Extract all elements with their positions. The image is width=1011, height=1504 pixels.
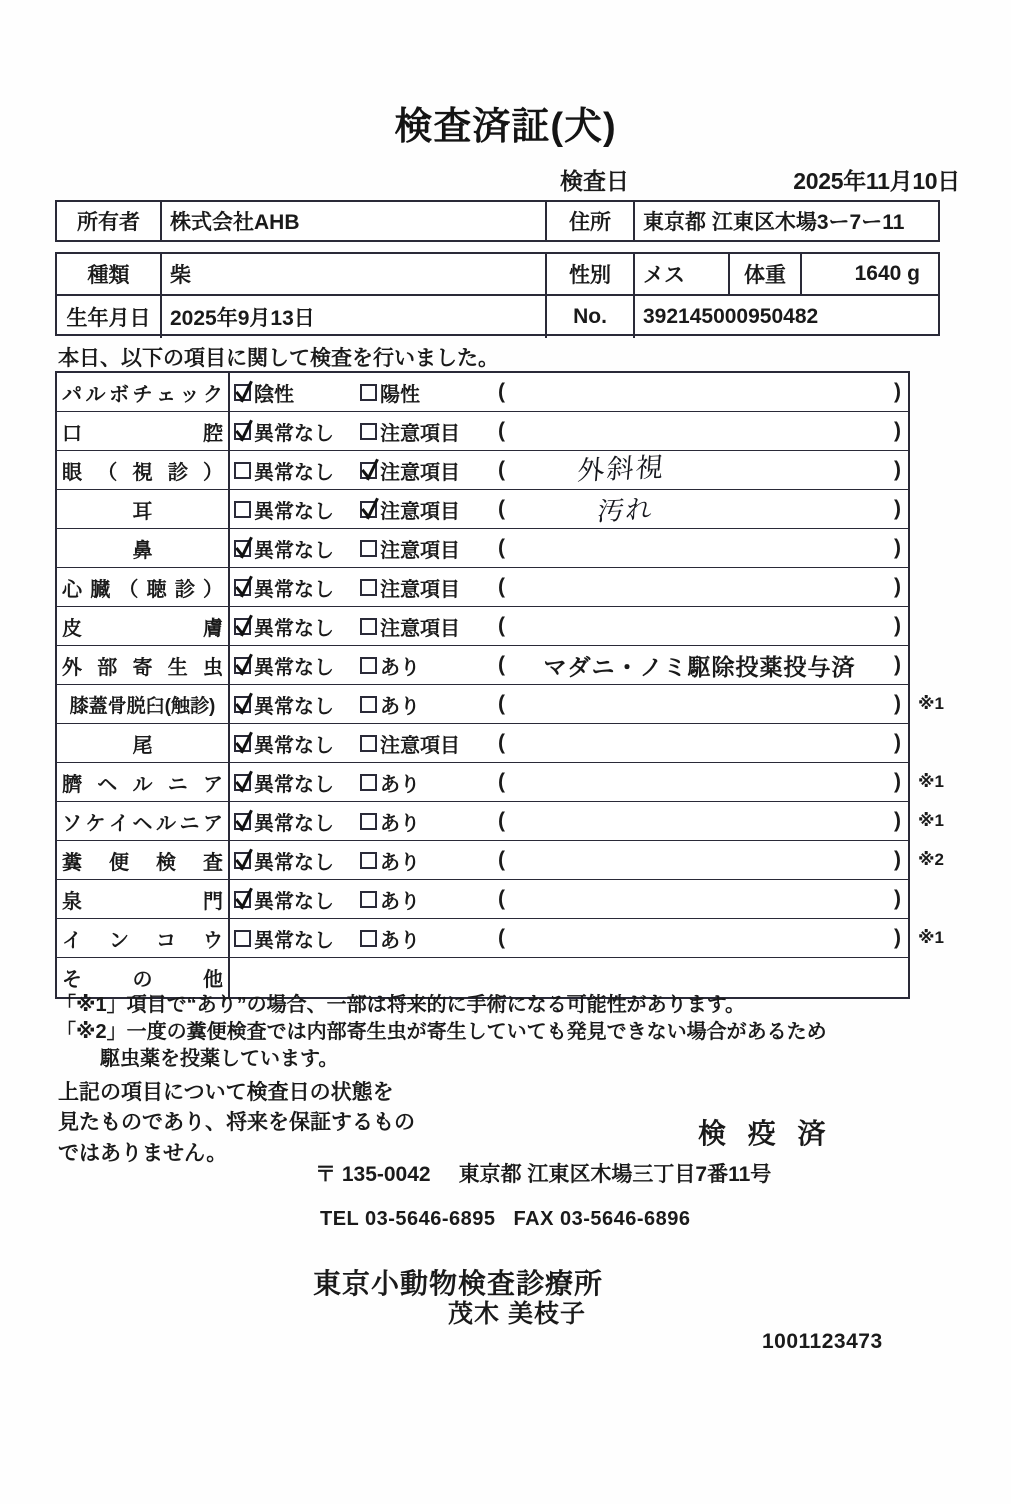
reference-marker: ※1 xyxy=(918,811,944,830)
checkbox-b-unchecked[interactable] xyxy=(360,696,377,713)
table-row xyxy=(57,490,908,529)
table-row xyxy=(57,919,908,958)
checkbox-b-unchecked[interactable] xyxy=(360,579,377,596)
table-row xyxy=(57,296,938,338)
paren-close: ) xyxy=(894,926,901,949)
handwritten-note-eye: 外斜視 xyxy=(576,452,667,487)
table-row xyxy=(57,880,908,919)
option-label: 異常なし xyxy=(254,500,334,523)
option-b[interactable] xyxy=(360,729,460,758)
footnote-2-cont: 駆虫薬を投薬しています。 xyxy=(100,1048,339,1071)
checkbox-a-unchecked[interactable] xyxy=(234,501,251,518)
table-row xyxy=(57,373,908,412)
paren-open: ( xyxy=(498,770,505,793)
paren-open: ( xyxy=(498,848,505,871)
checkbox-a-unchecked[interactable] xyxy=(234,462,251,479)
option-b[interactable] xyxy=(360,573,460,602)
options-cell xyxy=(230,607,908,645)
options-cell xyxy=(230,763,908,801)
clinic-address xyxy=(315,1158,771,1188)
checkbox-a-checked[interactable] xyxy=(234,696,251,713)
paren-open: ( xyxy=(498,887,505,910)
option-a[interactable] xyxy=(234,456,334,485)
option-label: 異常なし xyxy=(254,539,334,562)
checkbox-a-checked[interactable] xyxy=(234,891,251,908)
option-label: 陰性 xyxy=(254,383,294,406)
weight-label: 体重 xyxy=(730,254,802,294)
owner-value: 株式会社AHB xyxy=(162,202,547,240)
breed-label: 種類 xyxy=(57,254,162,294)
paren-open: ( xyxy=(498,731,505,754)
table-row xyxy=(57,202,938,240)
item-label: イ ン コ ウ xyxy=(57,919,230,957)
option-label: あり xyxy=(380,890,420,913)
option-b[interactable] xyxy=(360,417,460,446)
option-a[interactable] xyxy=(234,768,334,797)
disclaimer-line-1: 上記の項目について検査日の状態を xyxy=(58,1081,394,1104)
option-a[interactable] xyxy=(234,573,334,602)
option-label: あり xyxy=(380,773,420,796)
fax-number: FAX 03-5646-6896 xyxy=(513,1208,691,1230)
option-label: 異常なし xyxy=(254,773,334,796)
options-cell xyxy=(230,724,908,762)
paren-close: ) xyxy=(894,419,901,442)
option-b[interactable] xyxy=(360,885,420,914)
option-a[interactable] xyxy=(234,924,334,953)
footnote-1: 「※1」項目で“あり”の場合、一部は将来的に手術になる可能性があります。 xyxy=(56,994,745,1016)
table-row xyxy=(57,646,908,685)
option-b[interactable] xyxy=(360,651,420,680)
option-label: 異常なし xyxy=(254,578,334,601)
checkbox-b-unchecked[interactable] xyxy=(360,657,377,674)
option-a[interactable] xyxy=(234,846,334,875)
checkbox-a-checked[interactable] xyxy=(234,540,251,557)
reference-marker: ※1 xyxy=(918,928,944,947)
checkbox-a-checked[interactable] xyxy=(234,618,251,635)
birthdate-label: 生年月日 xyxy=(57,296,162,338)
checkbox-a-unchecked[interactable] xyxy=(234,930,251,947)
document-number: 1001123473 xyxy=(762,1330,883,1353)
options-cell xyxy=(230,880,908,918)
checkbox-b-checked[interactable] xyxy=(360,501,377,518)
paren-close: ) xyxy=(894,497,901,520)
postal-code: 〒 135-0042 xyxy=(315,1163,431,1186)
table-row xyxy=(57,841,908,880)
table-row xyxy=(57,685,908,724)
disclaimer-line-2: 見たものであり、将来を保証するもの xyxy=(58,1111,415,1135)
option-label: 注意項目 xyxy=(380,461,460,484)
option-label: 異常なし xyxy=(254,890,334,913)
address-label: 住所 xyxy=(547,202,635,240)
option-label: 異常なし xyxy=(254,734,334,757)
option-b[interactable] xyxy=(360,768,420,797)
options-cell xyxy=(230,568,908,606)
quarantine-stamp: 検 疫 済 xyxy=(698,1118,833,1149)
table-row xyxy=(57,763,908,802)
checkbox-b-unchecked[interactable] xyxy=(360,852,377,869)
page-title: 検査済証(犬) xyxy=(394,106,617,148)
paren-open: ( xyxy=(498,536,505,559)
disclaimer xyxy=(58,1078,478,1169)
sex-value: メス xyxy=(635,254,730,294)
address-text: 東京都 江東区木場三丁目7番11号 xyxy=(458,1163,772,1186)
checkbox-a-checked[interactable] xyxy=(234,423,251,440)
option-b[interactable] xyxy=(360,924,420,953)
clinic-name: 東京小動物検査診療所 xyxy=(313,1268,604,1299)
breed-value: 柴 xyxy=(162,254,547,294)
option-label: あり xyxy=(380,656,420,679)
options-cell xyxy=(230,685,908,723)
options-cell xyxy=(230,841,908,879)
table-row xyxy=(57,568,908,607)
weight-value: 1640 g xyxy=(854,262,920,285)
option-label: 異常なし xyxy=(254,851,334,874)
address-value: 東京都 江東区木場3ー7ー11 xyxy=(643,211,905,234)
exam-date-value: 2025年11月10日 xyxy=(793,168,960,194)
paren-open: ( xyxy=(498,809,505,832)
item-label: 外 部 寄 生 虫 xyxy=(57,646,230,684)
checkbox-a-checked[interactable] xyxy=(234,852,251,869)
telephone-number: TEL 03-5646-6895 xyxy=(320,1208,496,1230)
checkbox-b-unchecked[interactable] xyxy=(360,618,377,635)
owner-table xyxy=(55,200,940,242)
table-row xyxy=(57,802,908,841)
reference-marker: ※1 xyxy=(918,772,944,791)
options-cell xyxy=(230,646,908,684)
option-label: 注意項目 xyxy=(380,539,460,562)
options-cell xyxy=(230,451,908,489)
options-cell xyxy=(230,412,908,450)
item-label: パ ル ボ チ ェ ッ ク xyxy=(57,373,230,411)
paren-close: ) xyxy=(894,536,901,559)
reference-marker: ※1 xyxy=(918,694,944,713)
option-label: 異常なし xyxy=(254,461,334,484)
paren-open: ( xyxy=(498,380,505,403)
option-b[interactable] xyxy=(360,807,420,836)
option-label: あり xyxy=(380,812,420,835)
option-label: 異常なし xyxy=(254,656,334,679)
paren-close: ) xyxy=(894,575,901,598)
option-a[interactable] xyxy=(234,378,294,407)
table-row xyxy=(57,724,908,763)
item-label: 鼻 xyxy=(57,529,230,567)
paren-open: ( xyxy=(498,692,505,715)
birthdate-value: 2025年9月13日 xyxy=(162,296,547,338)
item-label: 眼 （ 視 診 ） xyxy=(57,451,230,489)
option-b[interactable] xyxy=(360,612,460,641)
option-label: 注意項目 xyxy=(380,734,460,757)
item-label: 糞 便 検 査 xyxy=(57,841,230,879)
paren-close: ) xyxy=(894,731,901,754)
option-label: あり xyxy=(380,695,420,718)
intro-sentence: 本日、以下の項目に関して検査を行いました。 xyxy=(58,347,499,370)
paren-close: ) xyxy=(894,770,901,793)
item-label: 口 腔 xyxy=(57,412,230,450)
table-row xyxy=(57,412,908,451)
option-a[interactable] xyxy=(234,612,334,641)
item-label: 尾 xyxy=(57,724,230,762)
remark-text: マダニ・ノミ駆除投薬投与済 xyxy=(543,653,856,680)
disclaimer-line-3: ではありません。 xyxy=(58,1141,228,1165)
option-a[interactable] xyxy=(234,651,334,680)
paren-open: ( xyxy=(498,614,505,637)
checkbox-a-checked[interactable] xyxy=(234,774,251,791)
checkbox-b-unchecked[interactable] xyxy=(360,384,377,401)
option-label: 注意項目 xyxy=(380,500,460,523)
checkbox-b-unchecked[interactable] xyxy=(360,735,377,752)
option-b[interactable] xyxy=(360,846,420,875)
paren-open: ( xyxy=(498,575,505,598)
item-label: 心 臓 （ 聴 診 ） xyxy=(57,568,230,606)
checkbox-a-checked[interactable] xyxy=(234,384,251,401)
option-label: 異常なし xyxy=(254,695,334,718)
inspection-table xyxy=(55,371,910,999)
paren-close: ) xyxy=(894,848,901,871)
paren-open: ( xyxy=(498,497,505,520)
checkbox-b-unchecked[interactable] xyxy=(360,774,377,791)
options-cell xyxy=(230,490,908,528)
option-label: 注意項目 xyxy=(380,422,460,445)
option-b[interactable] xyxy=(360,534,460,563)
option-label: 陽性 xyxy=(380,383,420,406)
option-label: あり xyxy=(380,929,420,952)
option-label: 異常なし xyxy=(254,812,334,835)
option-a[interactable] xyxy=(234,807,334,836)
checkbox-b-unchecked[interactable] xyxy=(360,423,377,440)
checkbox-b-checked[interactable] xyxy=(360,462,377,479)
item-label: 皮 膚 xyxy=(57,607,230,645)
option-a[interactable] xyxy=(234,690,334,719)
option-label: 注意項目 xyxy=(380,617,460,640)
options-cell xyxy=(230,373,908,411)
checkbox-b-unchecked[interactable] xyxy=(360,891,377,908)
table-row xyxy=(57,529,908,568)
footnotes xyxy=(56,992,956,1074)
paren-close: ) xyxy=(894,809,901,832)
option-a[interactable] xyxy=(234,417,334,446)
registration-no-value: 392145000950482 xyxy=(643,305,819,328)
options-cell xyxy=(230,919,908,957)
registration-no-label: No. xyxy=(547,296,635,338)
clinic-phone-fax xyxy=(320,1208,691,1231)
sex-label: 性別 xyxy=(547,254,635,294)
paren-close: ) xyxy=(894,380,901,403)
paren-close: ) xyxy=(894,653,901,676)
item-label: 泉 門 xyxy=(57,880,230,918)
options-cell xyxy=(230,802,908,840)
checkbox-a-checked[interactable] xyxy=(234,813,251,830)
paren-close: ) xyxy=(894,458,901,481)
option-label: 異常なし xyxy=(254,617,334,640)
exam-date-row xyxy=(560,163,960,193)
option-label: 異常なし xyxy=(254,929,334,952)
option-a[interactable] xyxy=(234,885,334,914)
option-label: 注意項目 xyxy=(380,578,460,601)
footnote-2: 「※2」一度の糞便検査では内部寄生虫が寄生していても発見できない場合があるため xyxy=(56,1021,827,1044)
paren-open: ( xyxy=(498,926,505,949)
paren-open: ( xyxy=(498,419,505,442)
option-b[interactable] xyxy=(360,456,460,485)
checkbox-b-unchecked[interactable] xyxy=(360,540,377,557)
checkbox-a-checked[interactable] xyxy=(234,657,251,674)
paren-close: ) xyxy=(894,614,901,637)
paren-open: ( xyxy=(498,653,505,676)
item-label: 耳 xyxy=(57,490,230,528)
paren-close: ) xyxy=(894,887,901,910)
veterinarian-name: 茂木 美枝子 xyxy=(448,1300,586,1328)
checkbox-b-unchecked[interactable] xyxy=(360,930,377,947)
option-a[interactable] xyxy=(234,729,334,758)
exam-date-label: 検査日 xyxy=(560,168,629,194)
item-label: 臍 ヘ ル ニ ア xyxy=(57,763,230,801)
item-label: そ の 他 xyxy=(57,958,230,997)
option-a[interactable] xyxy=(234,495,334,524)
option-a[interactable] xyxy=(234,534,334,563)
option-label: 異常なし xyxy=(254,422,334,445)
option-b[interactable] xyxy=(360,378,420,407)
reference-marker: ※2 xyxy=(918,850,944,869)
owner-label: 所有者 xyxy=(57,202,162,240)
paren-close: ) xyxy=(894,692,901,715)
checkbox-a-checked[interactable] xyxy=(234,735,251,752)
table-row xyxy=(57,451,908,490)
option-label: あり xyxy=(380,851,420,874)
paren-open: ( xyxy=(498,458,505,481)
item-label: ソ ケ イ ヘ ル ニ ア xyxy=(57,802,230,840)
handwritten-note-ear: 汚れ xyxy=(595,494,656,528)
checkbox-a-checked[interactable] xyxy=(234,579,251,596)
item-label: 膝蓋骨脱臼(触診) xyxy=(57,685,230,723)
table-row xyxy=(57,254,938,296)
checkbox-b-unchecked[interactable] xyxy=(360,813,377,830)
options-cell xyxy=(230,529,908,567)
table-row xyxy=(57,607,908,646)
animal-info-table xyxy=(55,252,940,336)
option-b[interactable] xyxy=(360,690,420,719)
option-b[interactable] xyxy=(360,495,460,524)
